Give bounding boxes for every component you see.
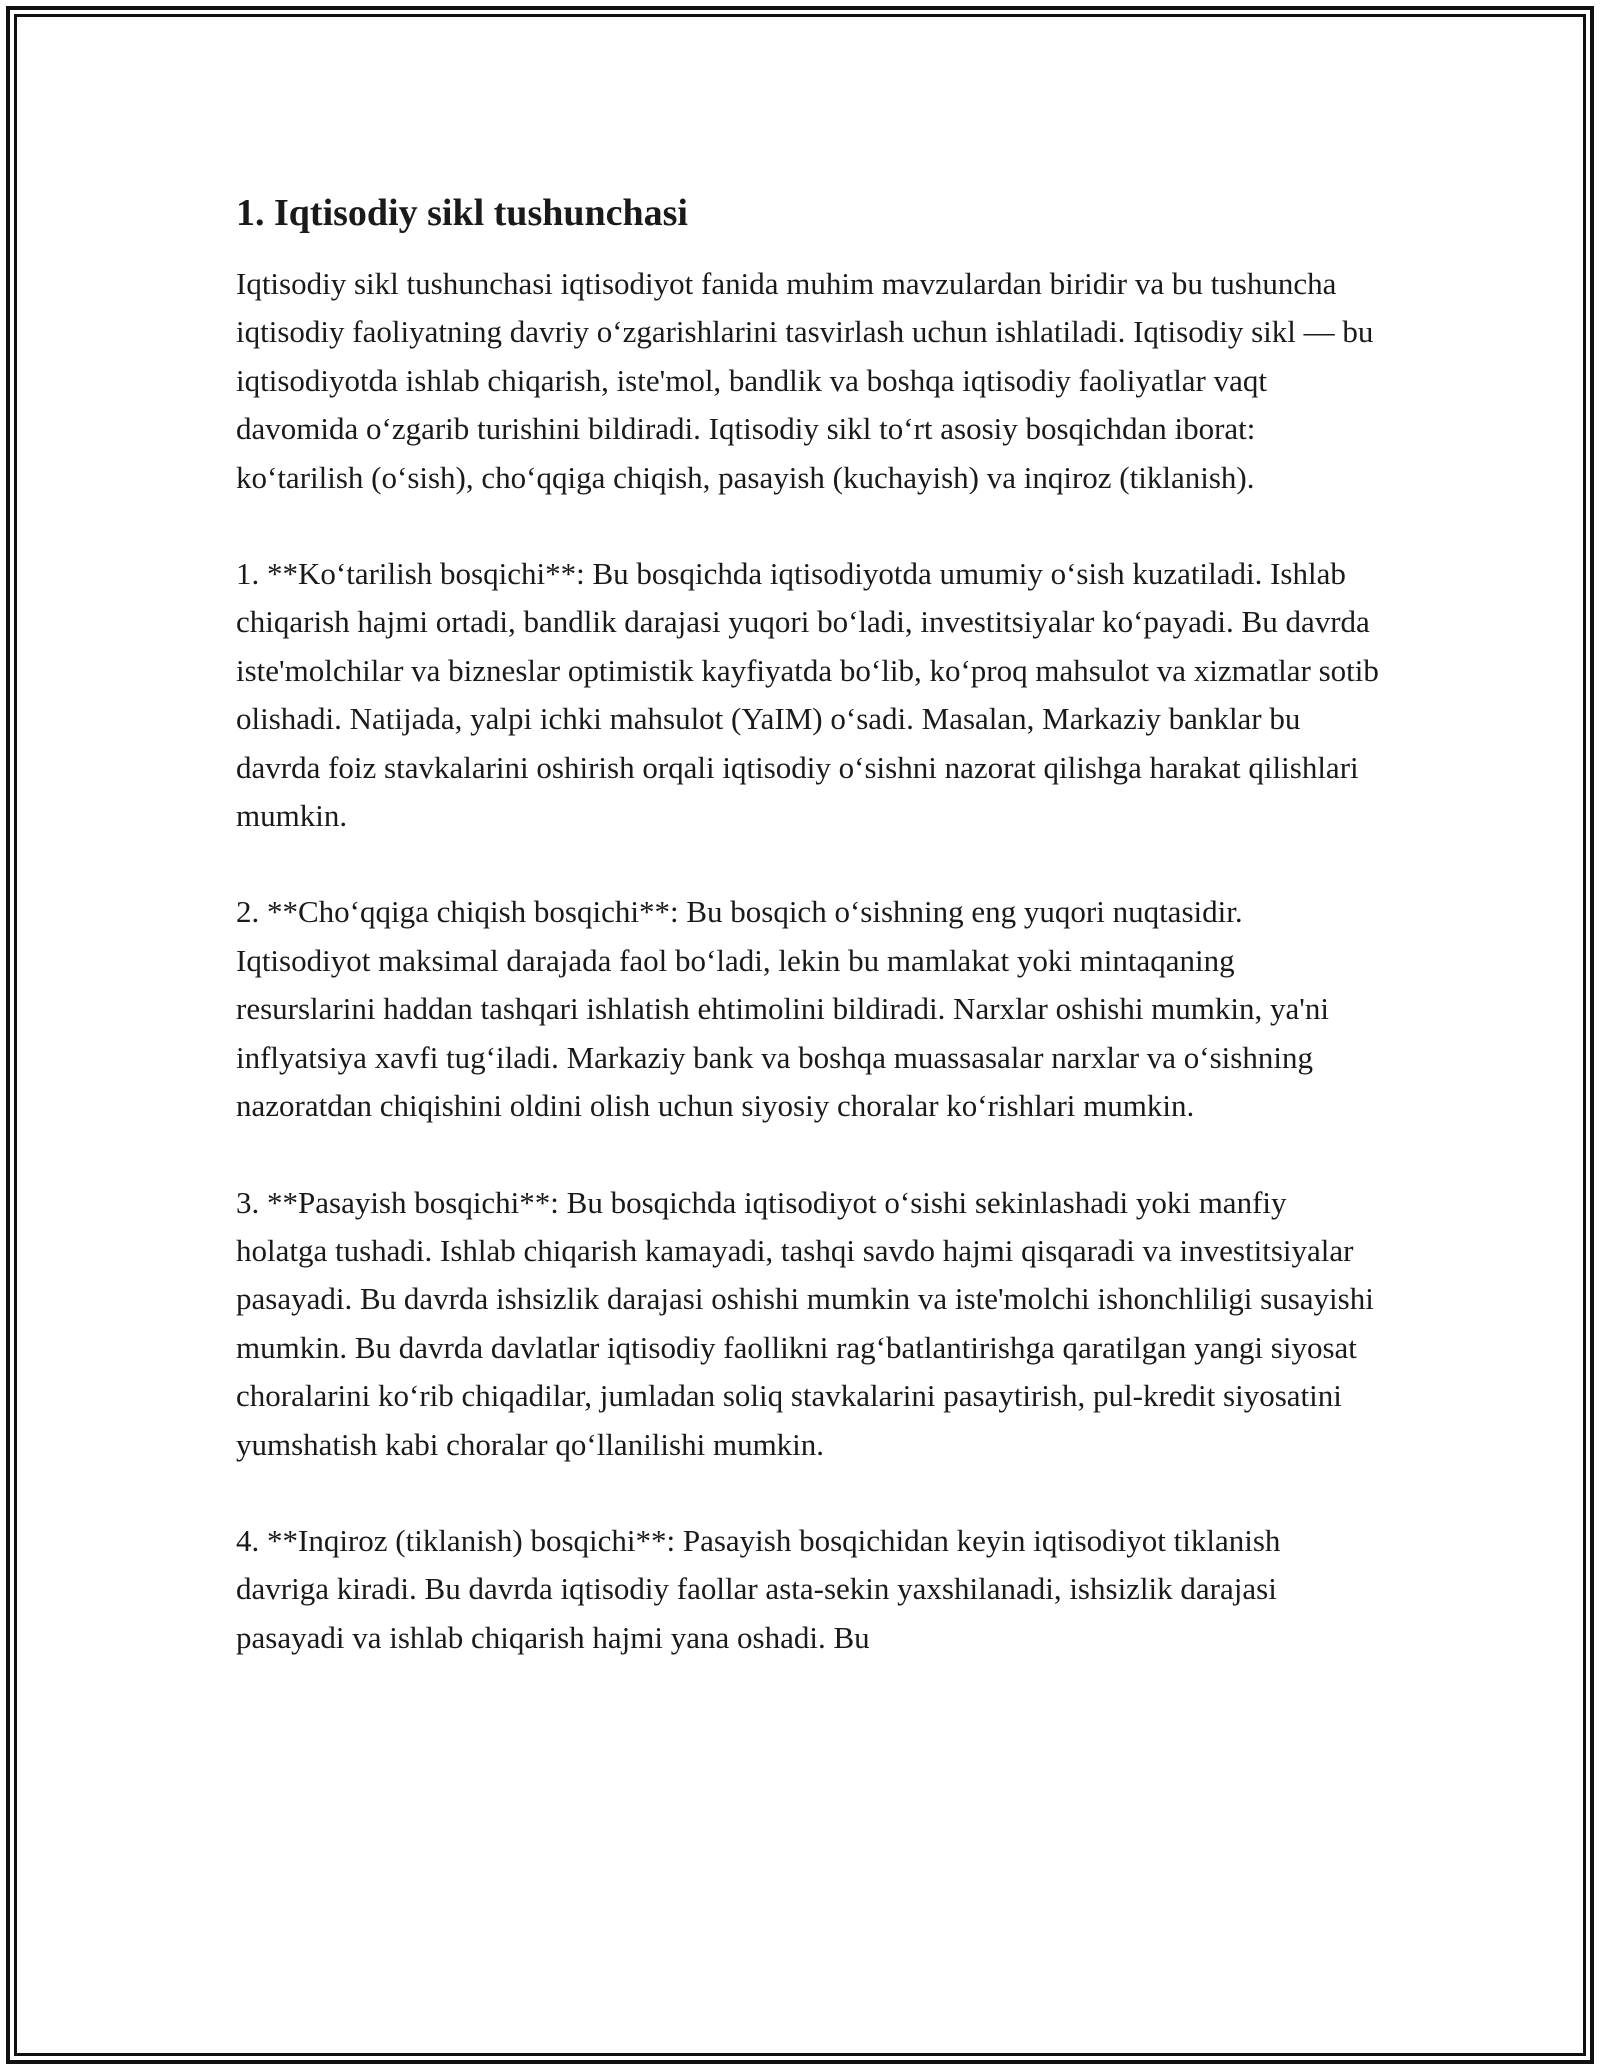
document-body (236, 188, 1386, 1710)
stage-2-paragraph: 2. **Cho‘qqiga chiqish bosqichi**: Bu bosqich o‘sishning eng yuqori nuqtasidir. Iqtisodiyot maksimal darajada faol bo‘ladi, lekin bu mamlakat yoki mintaqaning resurslarini haddan tashqari ishlatish ehtimolini bildiradi. Narxlar oshishi mumkin, ya'ni inflyatsiya xavfi tug‘iladi. Markaziy bank va boshqa muassasalar narxlar va o‘sishning nazoratdan chiqishini oldini olish uchun siyosiy choralar ko‘rishlari mumkin. (236, 894, 1329, 1124)
section-heading: 1. Iqtisodiy sikl tushunchasi (236, 192, 688, 234)
stage-1-paragraph: 1. **Ko‘tarilish bosqichi**: Bu bosqichda iqtisodiyotda umumiy o‘sish kuzatiladi. Ishlab chiqarish hajmi ortadi, bandlik darajasi yuqori bo‘ladi, investitsiyalar ko‘payadi. Bu davrda iste'molchilar va bizneslar optimistik kayfiyatda bo‘lib, ko‘proq mahsulot va xizmatlar sotib olishadi. Natijada, yalpi ichki mahsulot (YaIM) o‘sadi. Masalan, Markaziy banklar bu davrda foiz stavkalarini oshirish orqali iqtisodiy o‘sishni nazorat qilishga harakat qilishlari mumkin. (236, 556, 1379, 834)
stage-3-paragraph: 3. **Pasayish bosqichi**: Bu bosqichda iqtisodiyot o‘sishi sekinlashadi yoki manfiy holatga tushadi. Ishlab chiqarish kamayadi, tashqi savdo hajmi qisqaradi va investitsiyalar pasayadi. Bu davrda ishsizlik darajasi oshishi mumkin va iste'molchi ishonchliligi susayishi mumkin. Bu davrda davlatlar iqtisodiy faollikni rag‘batlantirishga qaratilgan yangi siyosat choralarini ko‘rib chiqadilar, jumladan soliq stavkalarini pasaytirish, pul-kredit siyosatini yumshatish kabi choralar qo‘llanilishi mumkin. (236, 1184, 1374, 1462)
intro-paragraph: Iqtisodiy sikl tushunchasi iqtisodiyot fanida muhim mavzulardan biridir va bu tushuncha iqtisodiy faoliyatning davriy o‘zgarishlarini tasvirlash uchun ishlatiladi. Iqtisodiy sikl — bu iqtisodiyotda ishlab chiqarish, iste'mol, bandlik va boshqa iqtisodiy faoliyatlar vaqt davomida o‘zgarib turishini bildiradi. Iqtisodiy sikl to‘rt asosiy bosqichdan iborat: ko‘tarilish (o‘sish), cho‘qqiga chiqish, pasayish (kuchayish) va inqiroz (tiklanish). (236, 266, 1374, 495)
stage-4-paragraph: 4. **Inqiroz (tiklanish) bosqichi**: Pasayish bosqichidan keyin iqtisodiyot tiklanish davriga kiradi. Bu davrda iqtisodiy faollar asta-sekin yaxshilanadi, ishsizlik darajasi pasayadi va ishlab chiqarish hajmi yana oshadi. Bu (236, 1522, 1281, 1655)
